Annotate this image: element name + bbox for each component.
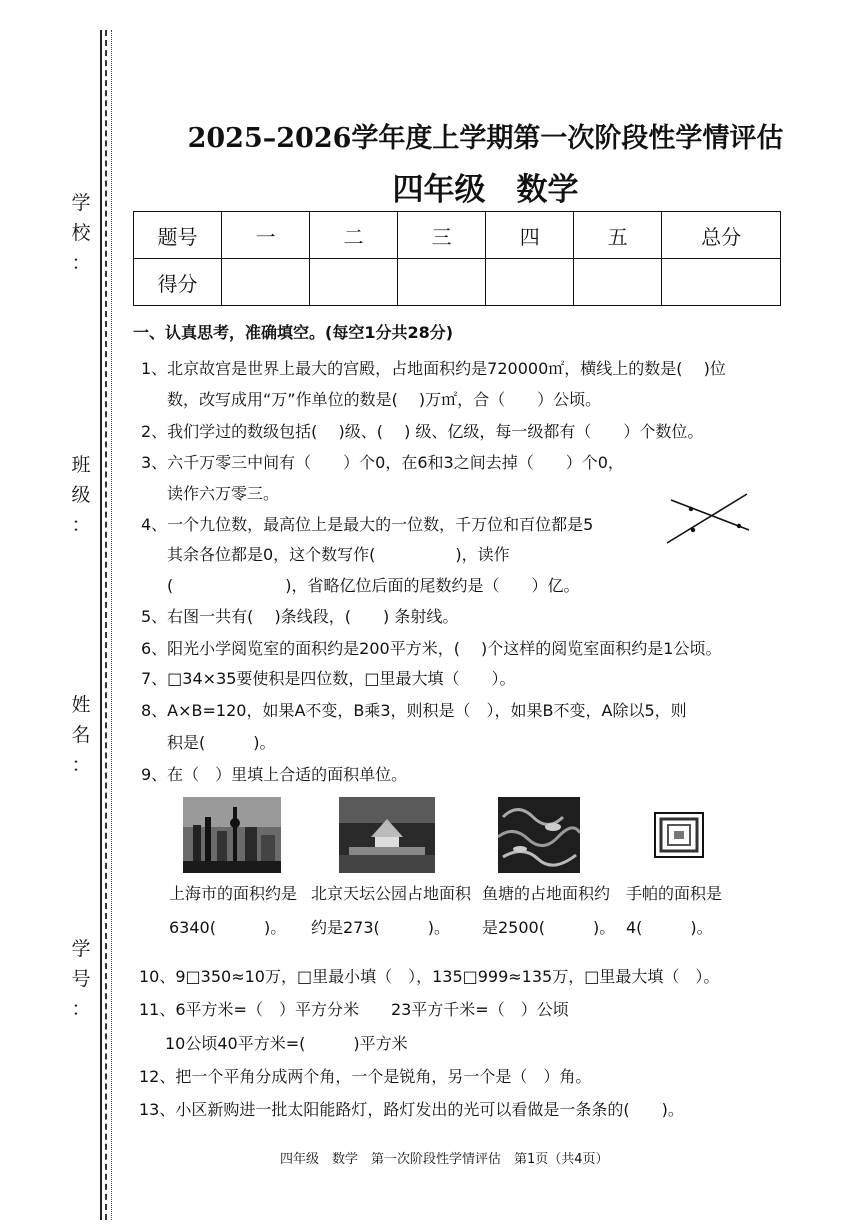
page-footer: 四年级 数学 第一次阶段性学情评估 第1页（共4页） (280, 1152, 609, 1167)
score-input-cell[interactable] (662, 259, 781, 306)
line-ray-figure (663, 488, 753, 548)
student-number-label: 学 号 ： (71, 938, 91, 1020)
question-line: 10公顷40平方米=( )平方米 (165, 1034, 408, 1053)
temple-of-heaven-photo-icon (339, 797, 435, 873)
section-heading: 一、认真思考，准确填空。(每空1分共28分) (133, 323, 454, 342)
picture-caption: 北京天坛公园占地面积 (311, 884, 472, 903)
question-line: 2、我们学过的数级包括( )级、( ) 级、亿级，每一级都有（ ）个数位。 (141, 422, 704, 441)
picture-answer: 约是273( )。 (311, 918, 451, 937)
question-line: 9、在（ ）里填上合适的面积单位。 (141, 765, 408, 784)
score-table-score-row (134, 259, 781, 306)
table-cell: 四 (486, 212, 574, 259)
question-line: 7、□34×35要使积是四位数，□里最大填（ ）。 (141, 669, 516, 688)
score-input-cell[interactable] (574, 259, 662, 306)
score-input-cell[interactable] (486, 259, 574, 306)
picture-answer: 4( )。 (626, 918, 713, 937)
question-line: 积是( )。 (167, 733, 276, 752)
picture-caption: 手帕的面积是 (626, 884, 723, 903)
score-input-cell[interactable] (310, 259, 398, 306)
question-line: 读作六万零三。 (167, 484, 280, 503)
picture-caption: 上海市的面积约是 (169, 884, 298, 903)
point-dot (689, 507, 693, 511)
question-line: 5、右图一共有( )条线段，( ) 条射线。 (141, 607, 459, 626)
table-cell: 得分 (134, 259, 222, 306)
table-cell: 三 (398, 212, 486, 259)
table-cell: 一 (222, 212, 310, 259)
handkerchief-photo-icon (653, 811, 705, 859)
question-line: 12、把一个平角分成两个角，一个是锐角，另一个是（ ）角。 (139, 1067, 592, 1086)
binding-line (100, 30, 116, 1220)
table-cell: 五 (574, 212, 662, 259)
point-dot (691, 528, 695, 532)
exam-title: 2025–2026学年度上学期第一次阶段性学情评估 (187, 123, 784, 154)
ray-line-1 (667, 494, 747, 543)
school-label: 学 校 ： (71, 192, 91, 274)
question-line: 4、一个九位数，最高位上是最大的一位数，千万位和百位都是5 (141, 515, 594, 534)
point-dot (737, 524, 741, 528)
score-table-header-row (134, 212, 781, 259)
picture-caption: 鱼塘的占地面积约 (482, 884, 611, 903)
question-line: 其余各位都是0，这个数写作( )，读作 (167, 545, 510, 564)
table-cell: 题号 (134, 212, 222, 259)
score-table (133, 211, 781, 306)
score-input-cell[interactable] (222, 259, 310, 306)
question-line: 6、阳光小学阅览室的面积约是200平方米，( )个这样的阅览室面积约是1公顷。 (141, 639, 722, 658)
question-9-pictures (133, 797, 813, 877)
class-label: 班 级 ： (71, 454, 91, 536)
picture-answer: 6340( )。 (169, 918, 287, 937)
city-skyline-photo-icon (183, 797, 281, 873)
question-line: 3、六千万零三中间有（ ）个0，在6和3之间去掉（ ）个0， (141, 453, 624, 472)
table-cell: 总分 (662, 212, 781, 259)
question-line: 8、A×B=120，如果A不变，B乘3，则积是（ ），如果B不变，A除以5，则 (141, 701, 687, 720)
question-line: 1、北京故宫是世界上最大的宫殿，占地面积约是720000㎡，横线上的数是( )位 (141, 359, 726, 378)
fish-pond-photo-icon (498, 797, 580, 873)
question-line: 11、6平方米=（ ）平方分米 23平方千米=（ ）公顷 (139, 1000, 569, 1019)
question-line: 10、9□350≈10万，□里最小填（ ），135□999≈135万，□里最大填（ ）。 (139, 967, 720, 986)
question-line: 13、小区新购进一批太阳能路灯，路灯发出的光可以看做是一条条的( )。 (139, 1100, 684, 1119)
name-label: 姓 名 ： (71, 694, 91, 776)
table-cell: 二 (310, 212, 398, 259)
score-input-cell[interactable] (398, 259, 486, 306)
exam-subtitle: 四年级 数学 (392, 172, 579, 208)
picture-answer: 是2500( )。 (482, 918, 616, 937)
question-line: 数，改写成用“万”作单位的数是( )万㎡，合（ ）公顷。 (167, 390, 602, 409)
question-line: ( )，省略亿位后面的尾数约是（ ）亿。 (167, 576, 580, 595)
